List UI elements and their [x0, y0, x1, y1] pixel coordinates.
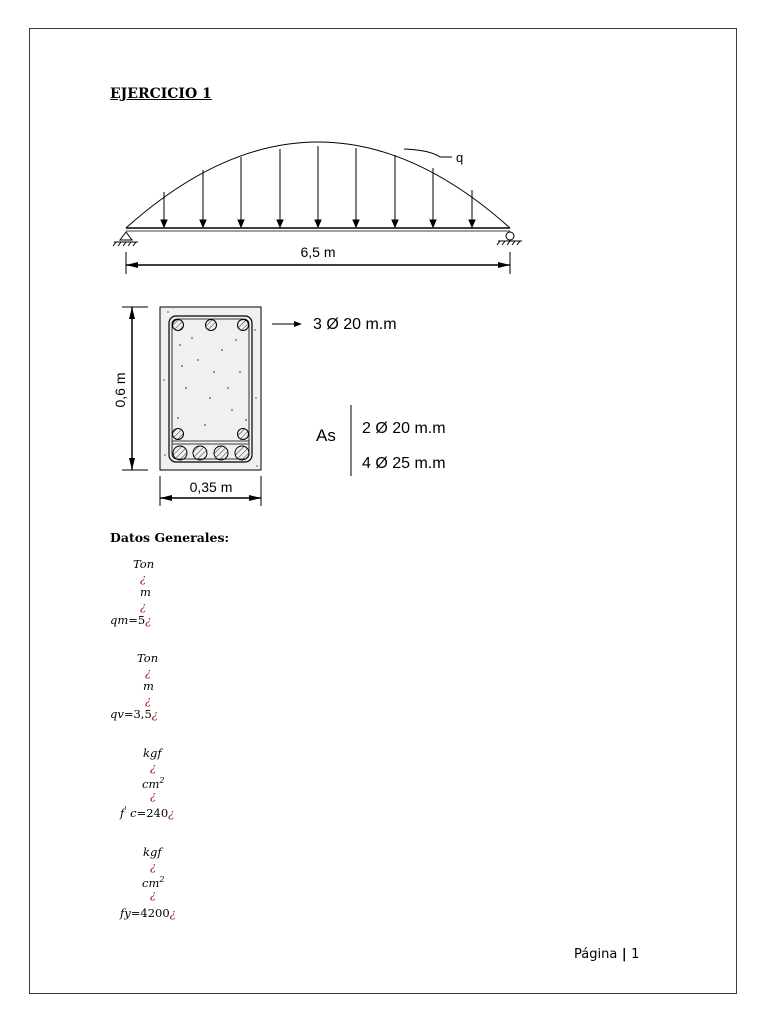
left-support	[113, 232, 138, 246]
top-bars-label: 3 Ø 20 m.m	[313, 316, 397, 333]
footer-label: Página	[574, 947, 618, 962]
page-footer	[574, 947, 639, 962]
load-arrows	[161, 146, 475, 227]
footer-separator: |	[617, 947, 632, 962]
load-label: q	[456, 150, 464, 165]
span-label: 6,5 m	[300, 244, 336, 260]
exercise-title: EJERCICIO 1	[110, 86, 212, 102]
width-label: 0,35 m	[189, 479, 233, 495]
load-leader	[404, 149, 452, 157]
right-support	[497, 232, 522, 245]
datos-generales-title: Datos Generales:	[110, 530, 230, 545]
as-label: As	[316, 426, 336, 445]
page-number: 1	[631, 947, 640, 962]
as-row1: 2 Ø 20 m.m	[362, 420, 446, 437]
height-label: 0,6 m	[112, 372, 128, 408]
as-row2: 4 Ø 25 m.m	[362, 455, 446, 472]
concrete-section	[160, 307, 261, 470]
